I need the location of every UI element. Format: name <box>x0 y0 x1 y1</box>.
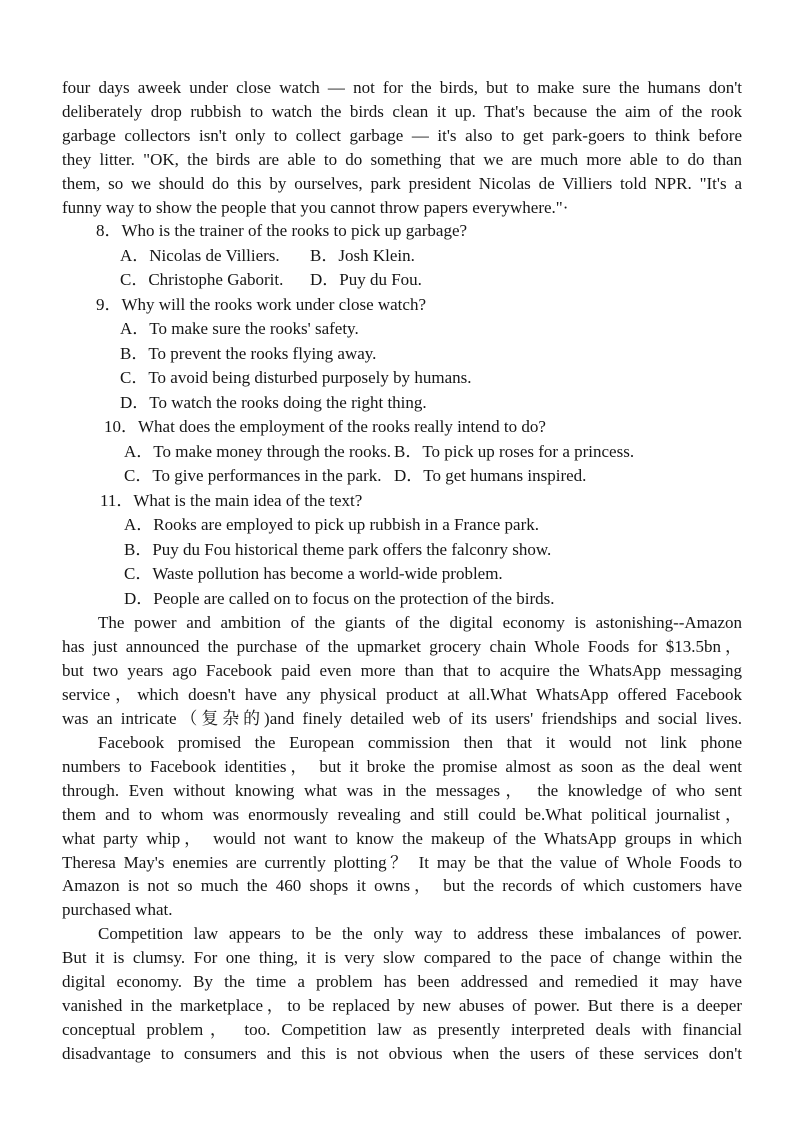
text-line: has just announced the purchase of the upmarket grocery chain Whole Foods for $13.5bn， <box>62 637 742 657</box>
text-line: garbage collectors isn't only to collect garbage — it's also to get park-goers to think before <box>62 125 742 145</box>
question-stem: 10．What does the employment of the rooks really intend to do? <box>104 417 546 437</box>
text-line: Amazon is not so much the 460 shops it owns， but the records of which customers have <box>62 876 742 896</box>
text-line: Competition law appears to be the only way to address these imbalances of power. <box>98 924 742 944</box>
text-line: numbers to Facebook identities， but it broke the promise almost as soon as the deal went <box>62 756 742 776</box>
text-line: digital economy. By the time a problem has been addressed and remedied it may have <box>62 972 742 992</box>
question-options <box>62 244 742 293</box>
option-c: C．To avoid being disturbed purposely by humans. <box>120 368 472 388</box>
question-options <box>62 513 742 611</box>
text-line: what party whip， would not want to know the makeup of the WhatsApp groups in which <box>62 828 742 848</box>
text-line: conceptual problem， too. Competition law as presently interpreted deals with financial <box>62 1019 742 1039</box>
paragraph-1 <box>62 611 742 731</box>
option-d: D．To get humans inspired. <box>394 466 587 486</box>
option-c: C．To give performances in the park. <box>124 466 382 486</box>
option-a: A．To make sure the rooks' safety. <box>120 319 359 339</box>
option-d: D．To watch the rooks doing the right thing. <box>120 392 427 412</box>
question-options <box>62 440 742 489</box>
question-10 <box>62 415 742 489</box>
option-d: D．Puy du Fou. <box>310 270 422 290</box>
text-line: The power and ambition of the giants of the digital economy is astonishing--Amazon <box>98 613 742 633</box>
text-line: they litter. "OK, the birds are able to do something that we are much more able to do than <box>62 149 742 169</box>
text-line: deliberately drop rubbish to watch the birds clean it up. That's because the aim of the rook <box>62 101 742 121</box>
option-b: B．Puy du Fou historical theme park offers the falconry show. <box>124 539 552 559</box>
question-9 <box>62 293 742 416</box>
text-line: but two years ago Facebook paid even more than that to acquire the WhatsApp messaging <box>62 661 742 681</box>
paragraph-3 <box>62 922 742 1065</box>
text-line: them and to whom was enormously revealing and still could be.What political journalist， <box>62 804 742 824</box>
text-line: through. Even without knowing what was in the messages， the knowledge of who sent <box>62 780 742 800</box>
text-line: funny way to show the people that you cannot throw papers everywhere."· <box>62 197 569 217</box>
text-line: them, so we should do this by ourselves, park president Nicolas de Villiers told NPR. "It's a <box>62 173 742 193</box>
option-a: A．Rooks are employed to pick up rubbish in a France park. <box>124 515 539 535</box>
question-stem: 9．Why will the rooks work under close watch? <box>96 294 426 314</box>
option-b: B．To prevent the rooks flying away. <box>120 343 377 363</box>
question-stem: 11．What is the main idea of the text? <box>100 490 363 510</box>
option-d: D．People are called on to focus on the protection of the birds. <box>124 588 555 608</box>
text-line: was an intricate（复杂的)and finely detailed web of its users' friendships and social lives. <box>62 709 742 729</box>
passage-top <box>62 76 742 219</box>
text-line: But it is clumsy. For one thing, it is very slow compared to the pace of change within the <box>62 948 742 968</box>
question-8 <box>62 219 742 293</box>
question-options <box>62 317 742 415</box>
question-11 <box>62 489 742 612</box>
text-line: service，which doesn't have any physical product at all.What WhatsApp offered Facebook <box>62 685 742 705</box>
question-stem: 8．Who is the trainer of the rooks to pick up garbage? <box>96 221 468 241</box>
text-line: disadvantage to consumers and this is not obvious when the users of these services don't <box>62 1043 742 1063</box>
paragraph-2 <box>62 731 742 922</box>
option-a: A．To make money through the rooks. <box>124 441 391 461</box>
text-line: vanished in the marketplace，to be replaced by new abuses of power. But there is a deeper <box>62 995 742 1015</box>
option-b: B．Josh Klein. <box>310 245 415 265</box>
text-line: Facebook promised the European commission then that it would not link phone <box>98 732 742 752</box>
option-a: A．Nicolas de Villiers. <box>120 245 280 265</box>
option-c: C．Waste pollution has become a world-wide problem. <box>124 564 503 584</box>
option-c: C．Christophe Gaborit. <box>120 270 284 290</box>
text-line: purchased what. <box>62 900 173 920</box>
text-line: four days aweek under close watch — not for the birds, but to make sure the humans don't <box>62 78 742 97</box>
option-b: B．To pick up roses for a princess. <box>394 441 635 461</box>
text-line: Theresa May's enemies are currently plotting？ It may be that the value of Whole Foods to <box>62 852 742 872</box>
